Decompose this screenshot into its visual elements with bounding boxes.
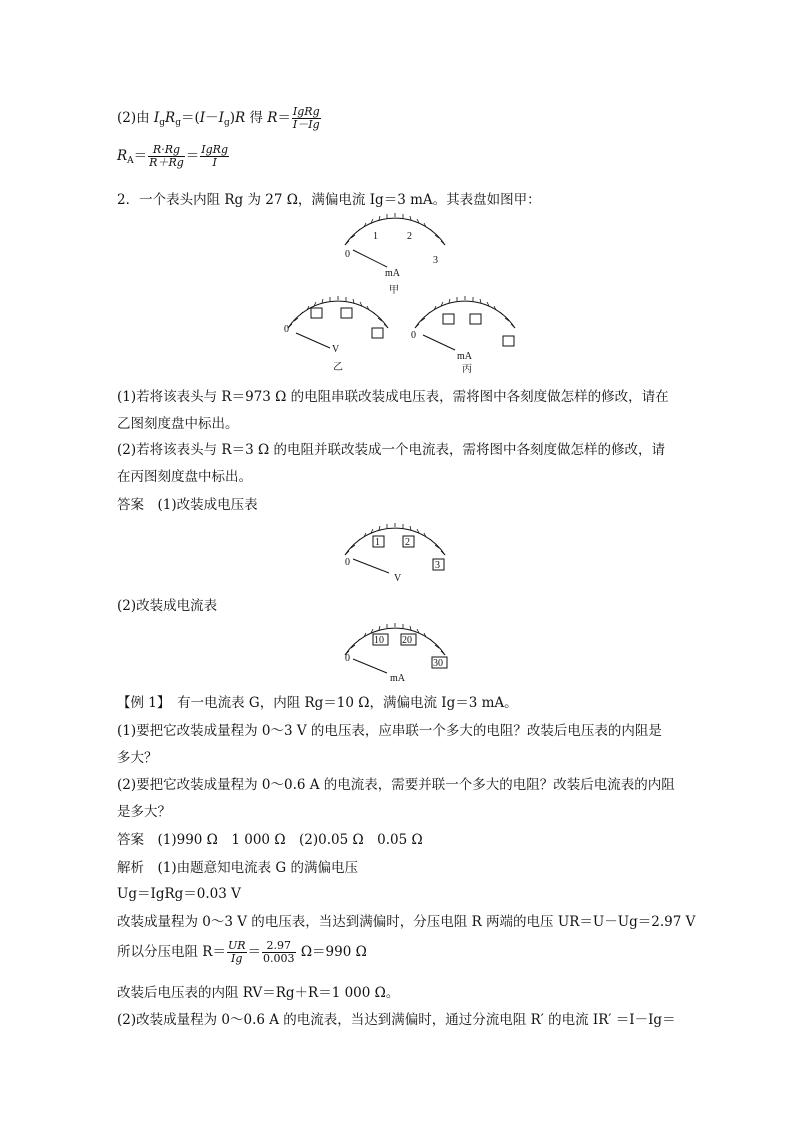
tick-label: 10 xyxy=(374,635,384,646)
text: ) xyxy=(229,110,235,126)
blank-box xyxy=(443,314,454,324)
blank-box xyxy=(470,314,481,324)
var-r: R xyxy=(165,110,176,126)
sub-g: g xyxy=(223,118,230,128)
example-1-q2-b: 是多大？ xyxy=(117,804,171,820)
caption: 乙 xyxy=(333,362,343,373)
fraction-numerator: R·Rg xyxy=(148,144,185,157)
dial-arc xyxy=(415,301,515,328)
fraction-denominator: Ig xyxy=(231,952,243,965)
tick-label: 0 xyxy=(345,557,350,568)
fraction-numerator: IgRg xyxy=(201,143,228,156)
fraction-denominator: 0.003 xyxy=(263,952,295,965)
example-1-title: 【例 1】 有一电流表 G，内阻 Rg＝10 Ω，满偏电流 Ig＝3 mA。 xyxy=(117,695,518,711)
sub-g: g xyxy=(175,118,181,128)
unit-label: V xyxy=(332,344,340,355)
var-i: I xyxy=(199,110,206,126)
tick-label: 3 xyxy=(435,560,440,571)
part-1-line-a: (1)若将该表头与 R＝973 Ω 的电阻串联改装成电压表，需将图中各刻度做怎样的修改，请在 xyxy=(117,389,669,405)
example-1-answer: 答案 (1)990 Ω 1 000 Ω (2)0.05 Ω 0.05 Ω xyxy=(117,832,423,848)
part-2-line-a: (2)若将该表头与 R＝3 Ω 的电阻并联改装成一个电流表，需将图中各刻度做怎样的修改，请 xyxy=(117,442,665,458)
needle xyxy=(353,250,387,267)
dial-arc xyxy=(345,528,445,555)
question-2: 2．一个表头内阻 Rg 为 27 Ω，满偏电流 Ig＝3 mA。其表盘如图甲： xyxy=(117,192,541,208)
caption: 丙 xyxy=(462,364,472,375)
tick-label: 2 xyxy=(407,231,412,242)
part-1-line-b: 乙图刻度盘中标出。 xyxy=(117,416,239,432)
var-r: R xyxy=(267,110,278,126)
tick-label: 2 xyxy=(405,537,410,548)
tick-label: 0 xyxy=(345,249,350,260)
fraction xyxy=(148,144,185,169)
fraction-denominator: I－Ig xyxy=(292,118,320,131)
text: ＝ xyxy=(277,110,291,126)
needle xyxy=(353,559,389,573)
needle xyxy=(423,335,455,350)
text: ＝ xyxy=(185,148,200,164)
var-i: I xyxy=(218,110,224,126)
tick-label: 3 xyxy=(433,255,438,266)
sub-g: g xyxy=(159,118,166,128)
fraction xyxy=(292,106,321,131)
text: ＝ xyxy=(247,944,262,960)
fraction xyxy=(262,940,296,965)
tick-label: 30 xyxy=(433,658,443,669)
text: (2)由 xyxy=(117,110,154,126)
dial-arc xyxy=(288,301,388,328)
analysis-line-1: 解析 (1)由题意知电流表 G 的满偏电压 xyxy=(117,860,358,876)
answer-1: 答案 (1)改装成电压表 xyxy=(117,497,258,513)
text: 所以分压电阻 R＝ xyxy=(117,944,226,960)
unit-label: mA xyxy=(457,351,472,362)
sub-a: A xyxy=(127,156,134,166)
analysis-line-4 xyxy=(117,940,367,965)
example-1-q2-a: (2)要把它改装成量程为 0～0.6 A 的电流表，需要并联一个多大的电阻？改装后电流表的内阻 xyxy=(117,777,675,793)
dial-answer-voltmeter xyxy=(335,515,460,585)
blank-box xyxy=(372,328,383,338)
fraction xyxy=(227,940,247,965)
blank-box xyxy=(311,308,322,318)
tick-label: 0 xyxy=(345,653,350,664)
analysis-line-5: 改装后电压表的内阻 RV＝Rg＋R＝1 000 Ω。 xyxy=(117,985,400,1001)
text: 得 xyxy=(245,110,268,126)
dial-jia xyxy=(335,205,455,300)
fraction-denominator: I xyxy=(212,156,217,169)
blank-box xyxy=(503,336,514,346)
answer-2: (2)改装成电流表 xyxy=(117,598,218,614)
analysis-line-6: (2)改装成量程为 0～0.6 A 的电流表，当达到满偏时，通过分流电阻 R′ 的电流 IR′ ＝I－Ig＝ xyxy=(117,1012,676,1028)
text: ＝ xyxy=(133,148,148,164)
fraction-numerator: UR xyxy=(227,939,246,952)
var-r: R xyxy=(117,148,128,164)
var-r: R xyxy=(234,110,246,126)
part-2-line-b: 在丙图刻度盘中标出。 xyxy=(117,469,252,485)
text: － xyxy=(205,110,219,126)
text: Ω＝990 Ω xyxy=(296,944,367,960)
dial-arc xyxy=(345,628,445,655)
var-i: I xyxy=(153,110,160,126)
analysis-line-2: Ug＝IgRg＝0.03 V xyxy=(117,886,241,902)
fraction-numerator: IgRg xyxy=(292,105,320,118)
tick-label: 0 xyxy=(411,330,416,341)
fraction-denominator: R＋Rg xyxy=(149,156,184,169)
needle xyxy=(353,659,387,673)
text: ＝( xyxy=(180,110,200,126)
solution-line-1 xyxy=(117,106,322,131)
tick-label: 1 xyxy=(375,537,380,548)
fraction xyxy=(200,144,229,169)
blank-box xyxy=(341,308,352,318)
tick-label: 1 xyxy=(373,231,378,242)
example-1-q1-a: (1)要把它改装成量程为 0～3 V 的电压表，应串联一个多大的电阻？改装后电压表的内阻是 xyxy=(117,723,662,739)
fraction-numerator: 2.97 xyxy=(262,940,296,953)
dial-yi xyxy=(278,288,398,378)
needle xyxy=(296,333,330,348)
example-1-q1-b: 多大？ xyxy=(117,750,158,766)
dial-bing xyxy=(405,288,525,378)
unit-label: mA xyxy=(385,268,400,279)
tick-label: 20 xyxy=(402,635,412,646)
unit-label: mA xyxy=(390,673,405,684)
caption: 甲 xyxy=(389,285,399,296)
solution-line-2 xyxy=(117,144,230,169)
dial-answer-ammeter xyxy=(335,615,460,685)
unit-label: V xyxy=(394,573,402,584)
tick-label: 0 xyxy=(284,324,289,335)
dial-arc xyxy=(345,218,445,245)
analysis-line-3: 改装成量程为 0～3 V 的电压表，当达到满偏时，分压电阻 R 两端的电压 UR＝U－Ug＝2.97 V xyxy=(117,914,696,930)
